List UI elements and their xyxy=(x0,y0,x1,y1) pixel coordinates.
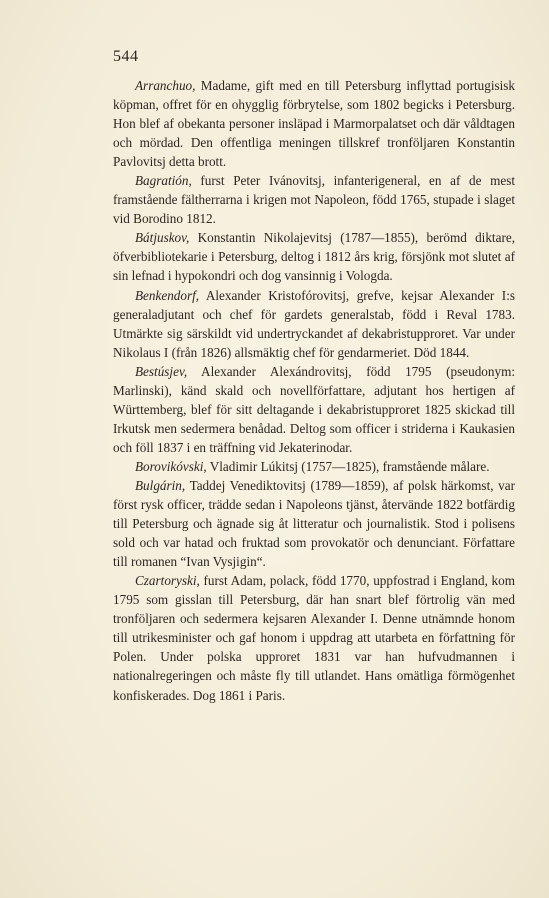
entry-benkendorf xyxy=(113,286,515,362)
entry-text: Alexander Alexándrovitsj, född 1795 (pseudonym: Marlinski), känd skald och novellförfattare, adjutant hos hertigen af Württemberg, blef för sitt deltagande i dekabristupproret 1825 skickad till Irkutsk men sedermera benådad. Deltog som officer i striderna i Kaukasien och föll 1837 i en träffning vid Jekaterinodar. xyxy=(113,363,515,455)
entry-name: Borovikóvski, xyxy=(135,458,207,474)
entry-bagration xyxy=(113,171,515,228)
entry-name: Bátjuskov, xyxy=(135,230,190,246)
entry-text: Vladimir Lúkitsj (1757—1825), framstående målare. xyxy=(206,458,490,474)
entry-text: Konstantin Nikolajevitsj (1787—1855), berömd diktare, öfverbibliotekarie i Petersburg, deltog i 1812 års krig, försjönk mot slutet af sin lefnad i hypokondri och dog vansinnig i Vologda. xyxy=(113,230,515,284)
entry-name: Czartoryski, xyxy=(135,573,200,589)
entry-name: Benkendorf, xyxy=(135,287,200,303)
entry-name: Bulgárin, xyxy=(135,477,186,493)
page-number: 544 xyxy=(113,48,139,65)
entry-borovikovski xyxy=(113,457,515,476)
entry-text: Taddej Venediktovitsj (1789—1859), af polsk härkomst, var först rysk officer, trädde sedan i Napoleons tjänst, återvände 1822 botfärdig till Petersburg och ägnade sig åt litteratur och journalistik. Stod i polisens sold och var hatad och fruktad som provokatör och denunciant. Författare till romanen “Ivan Vysjigin“. xyxy=(113,477,515,570)
entry-czartoryski xyxy=(113,571,515,704)
entry-name: Bestúsjev, xyxy=(135,363,188,379)
entry-name: Bagratión, xyxy=(135,173,192,189)
entry-name: Arranchuo, xyxy=(135,78,196,93)
entry-list xyxy=(113,76,515,705)
entry-arranchuo xyxy=(113,76,515,171)
entry-text: furst Adam, polack, född 1770, uppfostrad i England, kom 1795 som gisslan till Petersburg, där han snart blef förtrolig vän med tronföljaren och sedermera kejsaren Alexander I. Denne utnämnde honom till utrikesminister och gaf honom i uppdrag att utarbeta en författning för Polen. Under polska upproret 1831 var han hufvudmannen i nationalregeringen och måste fly till utlandet. Hans omätliga förmögenhet konfiskerades. Dog 1861 i Paris. xyxy=(113,573,515,703)
entry-bestusjev xyxy=(113,362,515,457)
entry-text: Alexander Kristofórovitsj, grefve, kejsar Alexander I:s generaladjutant och chef för gardets generalstab, född i Reval 1783. Utmärkte sig särskildt vid undertryckandet af dekabristupproret. Var under Nikolaus I (från 1826) allsmäktig chef för gendarmeriet. Död 1844. xyxy=(113,287,515,360)
entry-text: furst Peter Ivánovitsj, infanterigeneral, en af de mest framstående fältherrarna i krigen mot Napoleon, född 1765, stupade i slaget vid Borodino 1812. xyxy=(113,173,515,227)
entry-bulgarin xyxy=(113,476,515,571)
entry-text: Madame, gift med en till Petersburg inflyttad portugisisk köpman, offret för en ohygglig förbrytelse, som 1802 begicks i Petersburg. Hon blef af obekanta personer insläpad i Marmorpalatset och där våldtagen och mördad. Den offentliga meningen tillskref tronföljaren Konstantin Pavlovitsj detta brott. xyxy=(113,78,515,170)
entry-batjuskov xyxy=(113,228,515,285)
